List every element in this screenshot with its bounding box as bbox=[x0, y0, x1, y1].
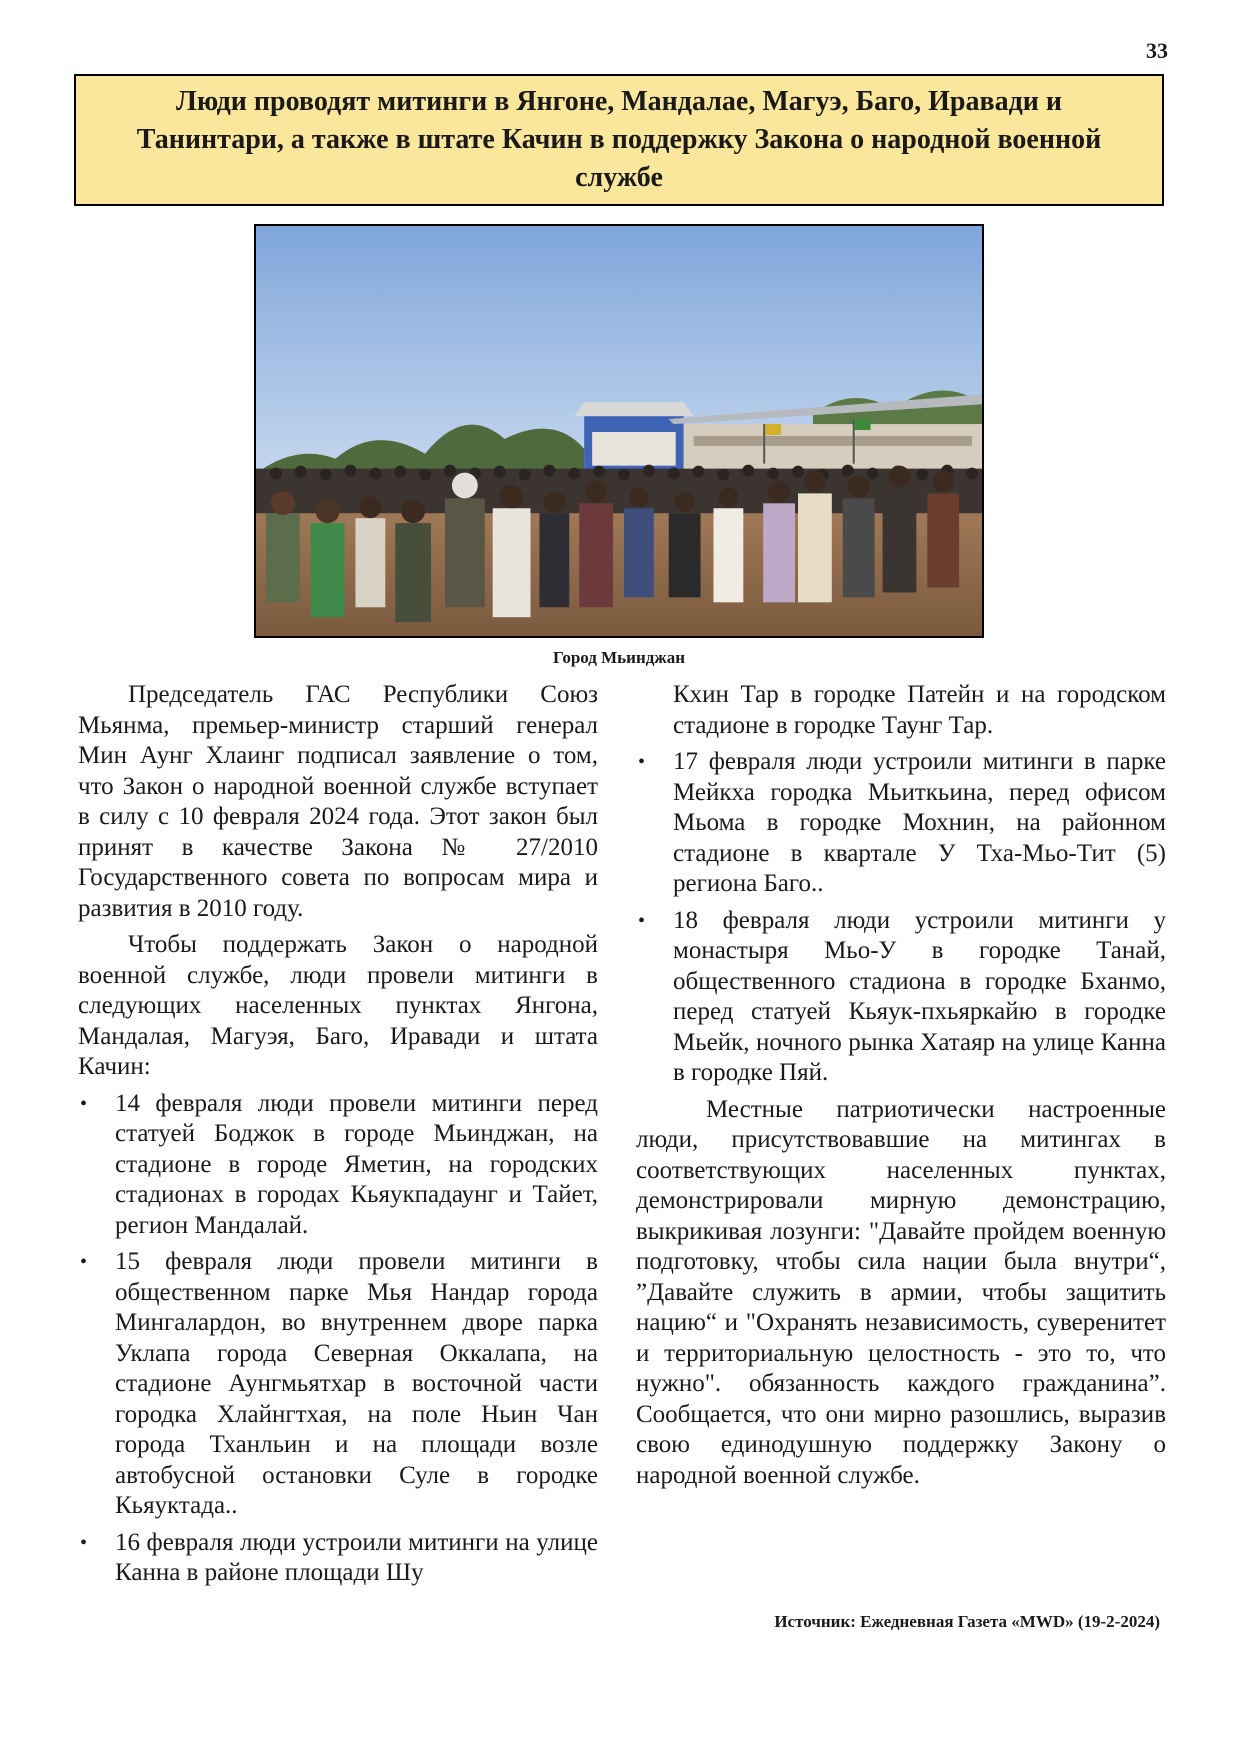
bullet-icon: • bbox=[80, 1531, 88, 1554]
rallies-intro-paragraph: Чтобы поддержать Закон о народной военной службе, люди провели митинги в следующих населенных пунктах Янгона, Мандалая, Магуэя, Баго, Иравади и штата Качин: bbox=[78, 931, 598, 1080]
closing-paragraph: Местные патриотически настроенные люди, присутствовавшие на митингах в соответствующих населенных пунктах, демонстрировали мирную демонстрацию, выкрикивая лозунги: "Давайте пройдем военную подготовку, чтобы сила нации была внутри“, ”Давайте служить в армии, чтобы защитить нацию“ и "Охранять независимость, суверенитет и территориальную целостность - это то, что нужно". обязанность каждого гражданина”. Сообщается, что они мирно разошлись, выразив свою единодушную поддержку Закону о народной военной службе. bbox=[636, 1095, 1166, 1489]
headline: Люди проводят митинги в Янгоне, Мандалае, Магуэ, Баго, Иравади и Танинтари, а также в штате Качин в поддержку Закона о народной военной службе bbox=[136, 86, 1102, 193]
list-item: • 18 февраля люди устроили митинги у монастыря Мьо-У в городке Танай, общественного стадиона в городке Бханмо, перед статуей Кьяук-пхьяркайю в городке Мьейк, ночного рынка Хатаяр на улице Канна в городке Пяй. bbox=[638, 906, 1166, 1086]
list-item: • 17 февраля люди устроили митинги в парке Мейкха городка Мьиткьина, перед офисом Мьома в городке Мохнин, на районном стадионе в квартале У Тха-Мьо-Тит (5) региона Баго.. bbox=[638, 748, 1166, 897]
intro-paragraph: Председатель ГАС Республики Союз Мьянма, премьер-министр старший генерал Мин Аунг Хлаинг подписал заявление о том, что Закон о народной военной службе вступает в силу с 10 февраля 2024 года. Этот закон был принят в качестве Закона № 27/2010 Государственного совета по вопросам мира и развития в 2010 году. bbox=[78, 681, 598, 922]
rally-list-left bbox=[78, 1089, 598, 1589]
rally-photo bbox=[254, 224, 984, 638]
left-column bbox=[78, 680, 598, 1595]
headline-box bbox=[74, 74, 1164, 206]
rally-photo-illustration bbox=[256, 226, 982, 636]
right-column bbox=[636, 680, 1166, 1497]
continued-text: Кхин Тар в городке Патейн и на городском стадионе в городке Таунг Тар. bbox=[673, 681, 1166, 739]
photo-caption: Город Мьинджан bbox=[553, 648, 685, 667]
bullet-icon: • bbox=[638, 751, 646, 773]
bullet-icon: • bbox=[80, 1251, 88, 1273]
list-item: • 14 февраля люди провели митинги перед статуей Боджок в городе Мьинджан, на стадионе в городе Яметин, на городских стадионах в городах Кьяукпадаунг и Тайет, регион Мандалай. bbox=[80, 1089, 598, 1239]
list-item: • 15 февраля люди провели митинги в общественном парке Мья Нандар города Мингалардон, во внутреннем дворе парка Уклапа города Северная Оккалапа, на стадионе Аунгмьятхар в восточной части городка Хлайнгтхая, на поле Ньин Чан города Тханльин и на площади возле автобусной остановки Суле в городке Кьяуктада.. bbox=[80, 1248, 598, 1519]
source-credit: Источник: Ежедневная Газета «MWD» (19-2-2024) bbox=[774, 1612, 1160, 1631]
bullet-icon: • bbox=[80, 1092, 88, 1115]
bullet-icon: • bbox=[638, 909, 646, 932]
rally-list-right bbox=[636, 747, 1166, 1089]
page-number: 33 bbox=[1146, 38, 1168, 63]
list-item: • 16 февраля люди устроили митинги на улице Канна в районе площади Шу bbox=[80, 1528, 598, 1586]
